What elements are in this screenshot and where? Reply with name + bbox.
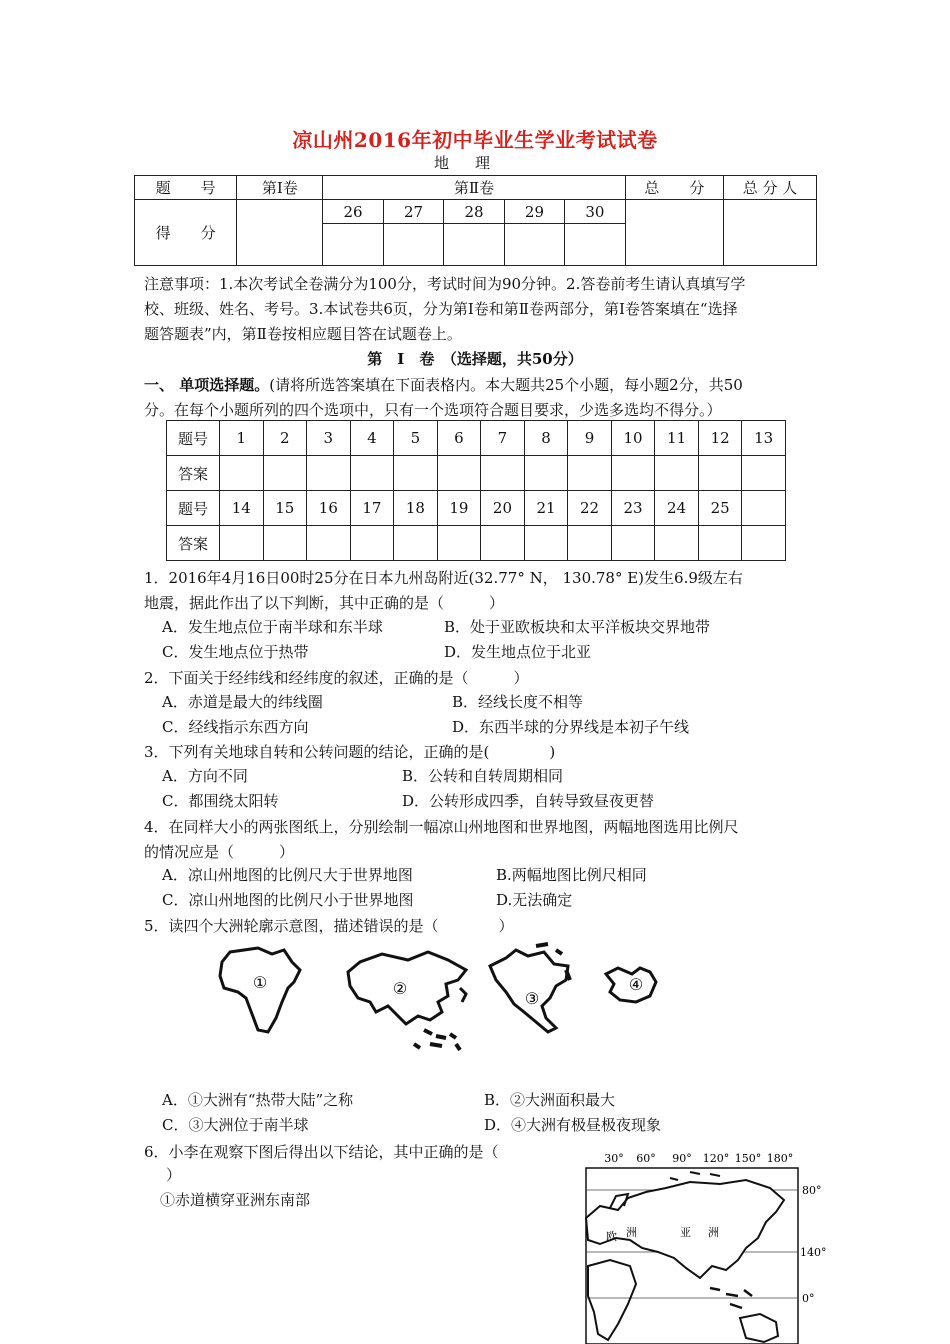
ans-qnum — [742, 491, 786, 526]
q1-stem: 1．2016年4月16日00时25分在日本九州岛附近(32.77° N， 130.78° E)发生6.9级左右 — [144, 569, 743, 587]
q2-option-c: C．经线指示东西方向 — [162, 718, 309, 736]
ans-qnum: 1 — [220, 421, 264, 456]
ans-qnum: 14 — [220, 491, 264, 526]
q2-option-b: B．经线长度不相等 — [452, 693, 584, 711]
place-label: 洲 — [708, 1226, 719, 1239]
section1-label: 一、 单项选择题。 — [144, 376, 270, 394]
islands — [414, 1030, 460, 1050]
q2-option-a: A．赤道是最大的纬线圈 — [162, 693, 323, 711]
ans-cell[interactable] — [655, 456, 699, 491]
ans-qnum: 22 — [568, 491, 612, 526]
place-label: 欧 — [606, 1230, 617, 1243]
part1-heading: 第 Ⅰ 卷 （选择题，共50分） — [367, 350, 583, 368]
score-header-scorer: 总 分 人 — [723, 176, 816, 200]
q2-stem: 2．下面关于经纬线和经纬度的叙述，正确的是（ ） — [144, 669, 529, 687]
ans-qnum: 24 — [655, 491, 699, 526]
q3-option-c: C．都围绕太阳转 — [162, 792, 279, 810]
ans-qnum: 2 — [263, 421, 307, 456]
ans-header-tihao: 题号 — [167, 491, 220, 526]
score-cell[interactable] — [323, 224, 383, 266]
lat-label: 80° — [802, 1184, 822, 1197]
q3-option-d: D．公转形成四季，自转导致昼夜更替 — [402, 792, 655, 810]
place-label: 洲 — [626, 1226, 637, 1239]
q4-option-a: A．凉山州地图的比例尺大于世界地图 — [162, 866, 413, 884]
lon-label: 150° — [734, 1152, 762, 1165]
ans-qnum: 4 — [350, 421, 394, 456]
ans-cell[interactable] — [742, 456, 786, 491]
lat-label: 0° — [802, 1292, 815, 1305]
ans-qnum: 9 — [568, 421, 612, 456]
score-qnum: 29 — [504, 200, 564, 224]
ans-cell[interactable] — [437, 526, 481, 561]
place-label: 亚 — [680, 1226, 691, 1239]
ans-qnum: 23 — [611, 491, 655, 526]
q3-stem: 3．下列有关地球自转和公转问题的结论，正确的是( ) — [144, 743, 556, 761]
ans-cell[interactable] — [481, 456, 525, 491]
answer-table — [166, 420, 786, 561]
continent-label: ③ — [524, 989, 540, 1008]
subject-name: 地理 — [433, 154, 516, 172]
q5-option-c: C．③大洲位于南半球 — [162, 1116, 309, 1134]
continent-label: ① — [252, 973, 268, 992]
q6-item1: ①赤道横穿亚洲东南部 — [160, 1191, 311, 1209]
continent-label: ② — [392, 979, 408, 998]
q5-option-d: D．④大洲有极昼极夜现象 — [484, 1116, 662, 1134]
ans-cell[interactable] — [611, 526, 655, 561]
ans-cell[interactable] — [394, 456, 438, 491]
q4-option-c: C．凉山州地图的比例尺小于世界地图 — [162, 891, 414, 909]
q6-stem: 6．小李在观察下图后得出以下结论，其中正确的是（ — [144, 1143, 499, 1161]
section1-instr2: 分。在每个小题所列的四个选项中，只有一个选项符合题目要求，少选多选均不得分。） — [144, 401, 722, 419]
score-header-tihao: 题 号 — [135, 176, 237, 200]
q5-stem: 5．读四个大洲轮廓示意图，描述错误的是（ ） — [144, 917, 514, 935]
score-header-part1: 第Ⅰ卷 — [237, 176, 323, 200]
score-qnum: 28 — [444, 200, 504, 224]
q4-option-d: D.无法确定 — [496, 891, 573, 909]
ans-qnum: 13 — [742, 421, 786, 456]
continent-outlines-figure — [210, 940, 670, 1080]
ans-cell[interactable] — [350, 526, 394, 561]
ans-cell[interactable] — [307, 456, 351, 491]
q4-option-b: B.两幅地图比例尺相同 — [496, 866, 647, 884]
lat-label: 140° — [800, 1246, 827, 1259]
score-row-defen: 得 分 — [135, 200, 237, 266]
score-qnum: 30 — [565, 200, 625, 224]
score-cell[interactable] — [444, 224, 504, 266]
score-cell-scorer[interactable] — [723, 200, 816, 266]
q2-option-d: D．东西半球的分界线是本初子午线 — [452, 718, 690, 736]
ans-qnum: 16 — [307, 491, 351, 526]
q4-stem: 的情况应是（ ） — [144, 843, 295, 861]
q1-option-b: B．处于亚欧板块和太平洋板块交界地带 — [444, 618, 711, 636]
ans-cell[interactable] — [220, 456, 264, 491]
africa-outline — [588, 1260, 636, 1340]
score-header-part2: 第Ⅱ卷 — [323, 176, 625, 200]
ans-qnum: 8 — [524, 421, 568, 456]
ans-qnum: 19 — [437, 491, 481, 526]
ans-cell[interactable] — [568, 456, 612, 491]
ans-qnum: 5 — [394, 421, 438, 456]
ans-cell[interactable] — [394, 526, 438, 561]
lon-label: 90° — [672, 1152, 692, 1165]
ans-cell[interactable] — [350, 456, 394, 491]
ans-cell[interactable] — [307, 526, 351, 561]
q1-option-d: D．发生地点位于北亚 — [444, 643, 592, 661]
notice-line: 题答题表”内，第Ⅱ卷按相应题目答在试题卷上。 — [144, 325, 462, 343]
lon-label: 60° — [636, 1152, 656, 1165]
ans-qnum: 18 — [394, 491, 438, 526]
q4-stem: 4．在同样大小的两张图纸上，分别绘制一幅凉山州地图和世界地图，两幅地图选用比例尺 — [144, 818, 739, 836]
section1-instr: (请将所选答案填在下面表格内。本大题共25个小题，每小题2分，共50 — [269, 376, 743, 394]
q3-option-a: A．方向不同 — [162, 767, 248, 785]
lon-label: 120° — [702, 1152, 730, 1165]
continent-label: ④ — [628, 975, 644, 994]
score-cell-part1[interactable] — [237, 200, 323, 266]
ans-qnum: 20 — [481, 491, 525, 526]
ans-header-daan: 答案 — [167, 526, 220, 561]
q1-stem: 地震，据此作出了以下判断，其中正确的是（ ） — [144, 594, 505, 612]
lon-label: 30° — [604, 1152, 624, 1165]
score-cell[interactable] — [504, 224, 564, 266]
ans-qnum: 6 — [437, 421, 481, 456]
ans-cell[interactable] — [698, 456, 742, 491]
ans-cell[interactable] — [263, 456, 307, 491]
ans-cell[interactable] — [524, 526, 568, 561]
q1-option-c: C．发生地点位于热带 — [162, 643, 309, 661]
notice-line: 注意事项：1.本次考试全卷满分为100分，考试时间为90分钟。2.答卷前考生请认真填写学 — [144, 275, 746, 293]
ans-qnum: 25 — [698, 491, 742, 526]
ans-qnum: 15 — [263, 491, 307, 526]
ans-qnum: 11 — [655, 421, 699, 456]
ans-cell[interactable] — [742, 526, 786, 561]
q1-option-a: A．发生地点位于南半球和东半球 — [162, 618, 383, 636]
ans-qnum: 17 — [350, 491, 394, 526]
q3-option-b: B．公转和自转周期相同 — [402, 767, 564, 785]
lon-label: 180° — [766, 1152, 794, 1165]
australia-outline — [740, 1314, 778, 1342]
ans-header-tihao: 题号 — [167, 421, 220, 456]
ans-cell[interactable] — [437, 456, 481, 491]
ans-qnum: 3 — [307, 421, 351, 456]
ans-qnum: 21 — [524, 491, 568, 526]
ans-qnum: 12 — [698, 421, 742, 456]
score-cell[interactable] — [383, 224, 443, 266]
ans-cell[interactable] — [655, 526, 699, 561]
japan-island — [460, 988, 466, 1002]
score-table — [134, 175, 817, 266]
ans-cell[interactable] — [220, 526, 264, 561]
ans-cell[interactable] — [611, 456, 655, 491]
arctic-islands — [670, 1172, 720, 1180]
ans-cell[interactable] — [568, 526, 612, 561]
score-cell[interactable] — [565, 224, 625, 266]
ans-cell[interactable] — [481, 526, 525, 561]
world-map-figure — [570, 1148, 830, 1344]
ans-cell[interactable] — [263, 526, 307, 561]
score-cell-total[interactable] — [625, 200, 723, 266]
ans-qnum: 10 — [611, 421, 655, 456]
q5-option-b: B．②大洲面积最大 — [484, 1091, 616, 1109]
ans-qnum: 7 — [481, 421, 525, 456]
exam-title: 凉山州2016年初中毕业生学业考试试卷 — [292, 128, 658, 152]
ans-cell[interactable] — [698, 526, 742, 561]
ans-cell[interactable] — [524, 456, 568, 491]
ans-header-daan: 答案 — [167, 456, 220, 491]
score-header-total: 总 分 — [625, 176, 723, 200]
q6-stem: ） — [166, 1166, 182, 1184]
section1-instructions — [144, 373, 743, 397]
score-qnum: 26 — [323, 200, 383, 224]
score-qnum: 27 — [383, 200, 443, 224]
notice-line: 校、班级、姓名、考号。3.本试卷共6页，分为第Ⅰ卷和第Ⅱ卷两部分，第Ⅰ卷答案填在“选择 — [144, 300, 738, 318]
q5-option-a: A．①大洲有“热带大陆”之称 — [162, 1091, 354, 1109]
